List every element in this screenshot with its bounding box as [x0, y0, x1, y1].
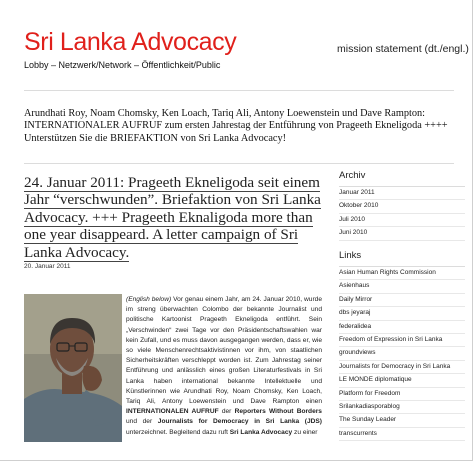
link-dbs-jeyaraj[interactable]: dbs jeyaraj	[339, 309, 371, 317]
post-body-text-2: der	[218, 408, 235, 416]
links-item	[339, 361, 465, 374]
archiv-item	[339, 187, 465, 200]
post-body-text-4: unterzeichnet. Begleitend dazu ruft	[126, 428, 230, 436]
archiv-section	[339, 170, 465, 241]
link-srilankadiasporablog[interactable]: Srilankadiasporablog	[339, 402, 400, 410]
link-daily-mirror[interactable]: Daily Mirror	[339, 295, 373, 303]
links-item	[339, 347, 465, 360]
link-transcurrents[interactable]: transcurrents	[339, 429, 377, 437]
archiv-link-juli-2010[interactable]: Juli 2010	[339, 215, 366, 223]
sidebar	[339, 170, 465, 437]
archiv-list	[339, 187, 465, 241]
links-item	[339, 321, 465, 334]
links-heading: Links	[339, 250, 362, 261]
link-the-sunday-leader[interactable]: The Sunday Leader	[339, 416, 397, 424]
content-divider	[24, 163, 454, 164]
post-title	[24, 174, 324, 261]
link-asienhaus[interactable]: Asienhaus	[339, 282, 370, 290]
site-title-link[interactable]: Sri Lanka Advocacy	[24, 28, 237, 56]
archiv-link-januar-2011[interactable]: Januar 2011	[339, 189, 375, 196]
links-section	[339, 250, 465, 441]
post-body-text-1: Vor genau einem Jahr, am 24. Januar 2010, wurde im streng überwachten Colombo der bekannte Journalist und politische Kartoonist Prageeth Ekneligoda entführt. Sein „Verschwinden“ zwei Tage vor den Präsidentschaftswahlen war kein Zufall, und es muss davon ausgegangen werden, dass er, wie so viele Menschenrechtsaktivistinnen vor ihm, von staatlichen Sicherheitskräften verschleppt worden ist. Zum Jahrestag seiner Entführung und anlässlich eines großen Literaturfestivals in Sri Lanka haben international bekannte Intellektuelle und Künstlerinnen wie Arundhati Roy, Noam Chomsky, Ken Loach, Tariq Ali, Antony Loewenstein und Dave Rampton einen	[126, 296, 323, 406]
links-list	[339, 267, 465, 441]
site-tagline: Lobby – Netzwerk/Network – Öffentlichkeit/Public	[24, 60, 221, 70]
header-divider	[24, 90, 454, 91]
post-date: 20. Januar 2011	[24, 263, 71, 270]
link-freedom-of-expression[interactable]: Freedom of Expression in Sri Lanka	[339, 335, 443, 343]
post-body-bold-4: Sri Lanka Advocacy	[229, 428, 293, 436]
link-platform-for-freedom[interactable]: Platform for Freedom	[339, 389, 401, 397]
link-groundviews[interactable]: groundviews	[339, 349, 376, 357]
portrait-photo	[24, 294, 122, 442]
links-item	[339, 388, 465, 401]
archiv-item	[339, 227, 465, 240]
archiv-link-juni-2010[interactable]: Juni 2010	[339, 229, 368, 237]
links-item	[339, 307, 465, 320]
links-item	[339, 374, 465, 387]
link-le-monde-diplomatique[interactable]: LE MONDE diplomatique	[339, 376, 412, 384]
link-federalidea[interactable]: federalidea	[339, 322, 372, 330]
portrait-image	[24, 294, 122, 442]
links-item	[339, 267, 465, 280]
announcement-text: Arundhati Roy, Noam Chomsky, Ken Loach, Tariq Ali, Antony Loewenstein und Dave Rampton: INTERNATIONALER AUFRUF zum ersten Jahrestag der Entführung von Prageeth Ekneligoda ++++ Unterstützen Sie die BRIEFAKTION von Sri Lanka Advocacy!	[24, 108, 448, 144]
link-asian-human-rights-commission[interactable]: Asian Human Rights Commission	[339, 269, 436, 276]
archiv-heading: Archiv	[339, 170, 366, 181]
archiv-link-oktober-2010[interactable]: Oktober 2010	[339, 202, 379, 210]
mission-statement-link[interactable]: mission statement (dt./engl.)	[337, 43, 469, 55]
archiv-item	[339, 214, 465, 227]
links-item	[339, 401, 465, 414]
links-item	[339, 334, 465, 347]
post-body	[126, 295, 322, 438]
link-journalists-for-democracy[interactable]: Journalists for Democracy in Sri Lanka	[339, 362, 451, 370]
archiv-item	[339, 200, 465, 213]
english-below-note: (English below)	[126, 296, 172, 303]
post-body-text-3: und der	[126, 418, 158, 426]
links-item	[339, 280, 465, 293]
links-item	[339, 294, 465, 307]
links-item	[339, 414, 465, 427]
post-title-link[interactable]: 24. Januar 2011: Prageeth Ekneligoda seit einem Jahr “verschwunden”. Briefaktion von Sri Lanka Advocacy. +++ Prageeth Eknaligoda more than one year disappeard. A letter campaign of Sri Lanka Advocacy.	[24, 174, 321, 261]
post-body-bold-2: Reporters Without Borders	[234, 408, 322, 416]
post-body-bold-1: INTERNATIONALEN AUFRUF	[126, 408, 219, 416]
post-body-text-5: zu einer	[292, 428, 318, 436]
post-body-bold-3: Journalists for Democracy in Sri Lanka (JDS)	[157, 418, 322, 426]
links-item	[339, 428, 465, 441]
